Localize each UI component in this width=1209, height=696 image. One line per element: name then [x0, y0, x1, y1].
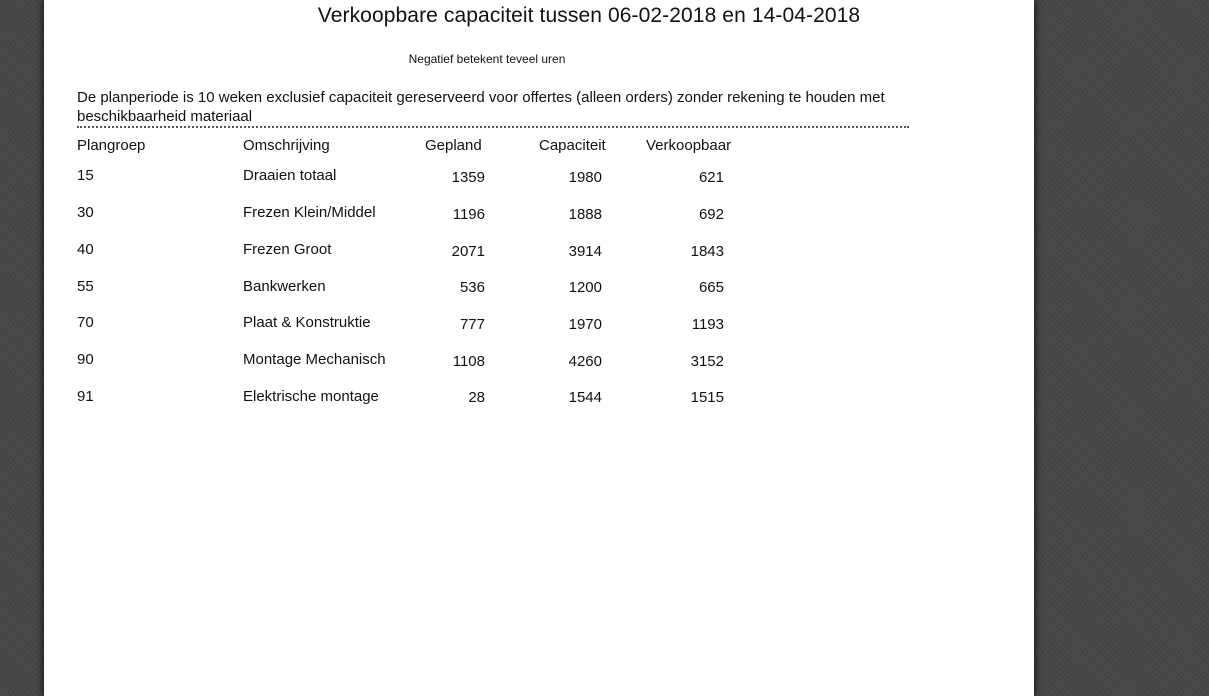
dotted-divider [77, 126, 909, 128]
cell-gepland: 1359 [451, 169, 485, 186]
cell-verkoopbaar: 1843 [690, 243, 724, 260]
cell-capaciteit: 1200 [568, 279, 602, 296]
cell-verkoopbaar: 1515 [690, 389, 724, 406]
cell-gepland: 2071 [451, 243, 485, 260]
cell-capaciteit: 1980 [568, 169, 602, 186]
cell-plangroep: 91 [77, 388, 94, 405]
cell-verkoopbaar: 1193 [691, 316, 724, 333]
header-plangroep: Plangroep [77, 137, 146, 154]
header-omschrijving: Omschrijving [243, 137, 330, 154]
cell-omschrijving: Plaat & Konstruktie [243, 314, 371, 331]
cell-verkoopbaar: 621 [698, 169, 724, 186]
cell-omschrijving: Montage Mechanisch [243, 351, 386, 368]
report-page [44, 0, 1034, 696]
cell-gepland: 1196 [452, 206, 485, 223]
cell-omschrijving: Elektrische montage [243, 388, 379, 405]
cell-capaciteit: 1544 [568, 389, 602, 406]
cell-plangroep: 55 [77, 278, 94, 295]
header-capaciteit: Capaciteit [539, 137, 606, 154]
cell-gepland: 28 [468, 389, 485, 406]
cell-capaciteit: 4260 [568, 353, 602, 370]
cell-plangroep: 15 [77, 167, 94, 184]
cell-capaciteit: 3914 [568, 243, 602, 260]
cell-plangroep: 40 [77, 241, 94, 258]
header-verkoopbaar: Verkoopbaar [646, 137, 732, 154]
cell-plangroep: 30 [77, 204, 94, 221]
cell-omschrijving: Frezen Groot [243, 241, 332, 258]
cell-omschrijving: Frezen Klein/Middel [243, 204, 376, 221]
cell-capaciteit: 1888 [568, 206, 602, 223]
cell-verkoopbaar: 692 [698, 206, 724, 223]
report-title: Verkoopbare capaciteit tussen 06-02-2018 en 14-04-2018 [317, 4, 861, 27]
cell-gepland: 536 [459, 279, 485, 296]
report-subtitle: Negatief betekent teveel uren [408, 52, 566, 66]
cell-verkoopbaar: 665 [698, 279, 724, 296]
cell-verkoopbaar: 3152 [690, 353, 724, 370]
cell-plangroep: 70 [77, 314, 94, 331]
header-gepland: Gepland [425, 137, 482, 154]
cell-gepland: 1108 [452, 353, 485, 370]
cell-plangroep: 90 [77, 351, 94, 368]
report-description: De planperiode is 10 weken exclusief capaciteit gereserveerd voor offertes (alleen orders) zonder rekening te houden met beschikbaarheid materiaal [77, 89, 885, 125]
cell-gepland: 777 [459, 316, 485, 333]
cell-omschrijving: Draaien totaal [243, 167, 337, 184]
cell-omschrijving: Bankwerken [243, 278, 326, 295]
cell-capaciteit: 1970 [568, 316, 602, 333]
